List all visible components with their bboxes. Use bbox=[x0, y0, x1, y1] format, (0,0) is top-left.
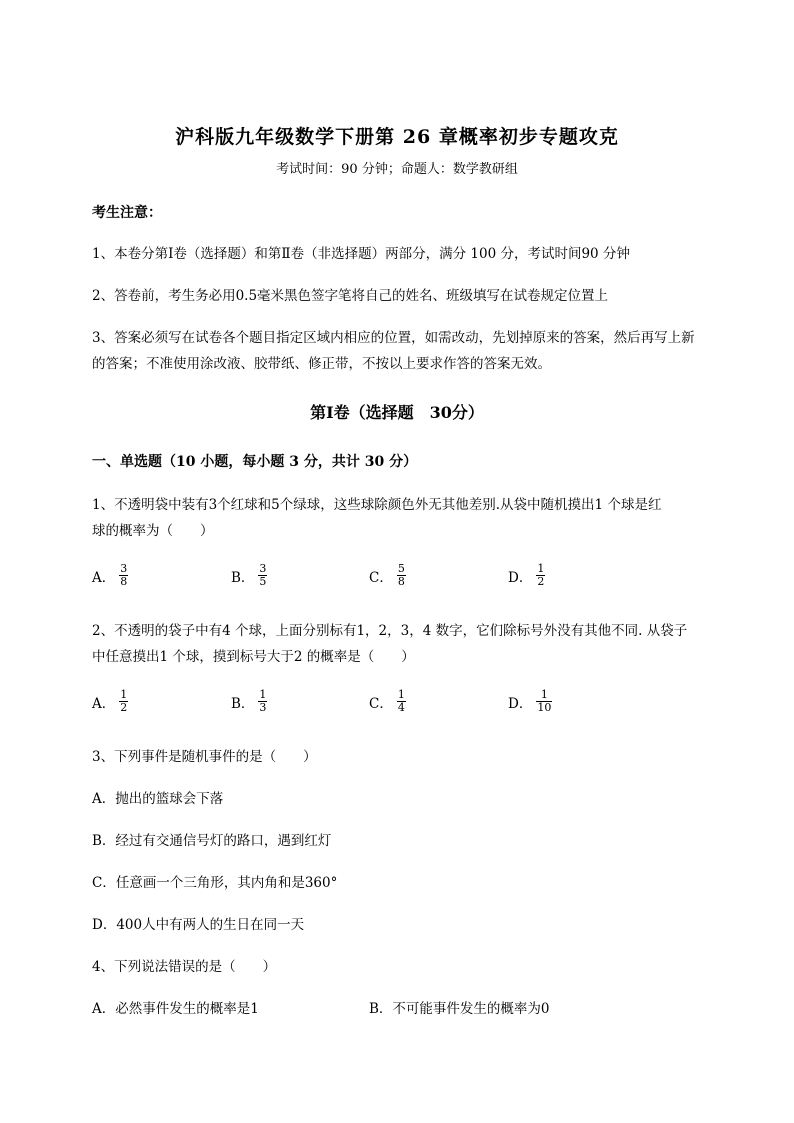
question-3-option-b: B．经过有交通信号灯的路口，遇到红灯 bbox=[92, 833, 332, 849]
note-item-3-cont: 的答案；不准使用涂改液、胶带纸、修正带，不按以上要求作答的答案无效。 bbox=[92, 356, 551, 372]
question-1-line-2: 球的概率为（ ） bbox=[92, 523, 214, 539]
option-label: A． bbox=[92, 695, 116, 712]
denominator: 2 bbox=[120, 701, 128, 714]
denominator: 8 bbox=[120, 575, 128, 588]
part-heading: 一、单选题（10 小题，每小题 3 分，共计 30 分） bbox=[92, 454, 418, 470]
question-1-option-a bbox=[92, 563, 128, 588]
numerator: 5 bbox=[397, 562, 405, 575]
numerator: 3 bbox=[120, 562, 128, 575]
question-2-option-b bbox=[231, 689, 267, 714]
numerator: 3 bbox=[259, 562, 267, 575]
question-2-line-2: 中任意摸出1 个球，摸到标号大于2 的概率是（ ） bbox=[92, 649, 415, 665]
page-title: 沪科版九年级数学下册第 26 章概率初步专题攻克 bbox=[175, 126, 619, 148]
numerator: 1 bbox=[397, 688, 405, 701]
question-3-option-a: A．抛出的篮球会下落 bbox=[92, 791, 224, 807]
question-1-option-c bbox=[369, 563, 406, 588]
question-3-option-c: C．任意画一个三角形，其内角和是360° bbox=[92, 875, 338, 891]
question-1-line-1: 1、不透明袋中装有3个红球和5个绿球，这些球除颜色外无其他差别.从袋中随机摸出1 个球是红 bbox=[92, 497, 662, 513]
option-label: D． bbox=[508, 569, 533, 586]
denominator: 10 bbox=[537, 701, 552, 714]
denominator: 4 bbox=[397, 701, 405, 714]
numerator: 1 bbox=[540, 688, 548, 701]
question-1-option-d bbox=[508, 563, 545, 588]
fraction bbox=[397, 563, 406, 588]
fraction bbox=[397, 689, 406, 714]
denominator: 8 bbox=[397, 575, 405, 588]
option-label: B． bbox=[231, 569, 255, 586]
fraction bbox=[536, 563, 545, 588]
fraction bbox=[119, 563, 128, 588]
denominator: 2 bbox=[537, 575, 545, 588]
option-label: A． bbox=[92, 569, 116, 586]
numerator: 1 bbox=[537, 562, 545, 575]
question-4-stem: 4、下列说法错误的是（ ） bbox=[92, 959, 277, 975]
option-label: D． bbox=[508, 695, 533, 712]
note-item-1: 1、本卷分第Ⅰ卷（选择题）和第Ⅱ卷（非选择题）两部分，满分 100 分，考试时间90 分钟 bbox=[92, 246, 630, 262]
notes-heading: 考生注意： bbox=[92, 205, 162, 221]
question-4-option-a: A．必然事件发生的概率是1 bbox=[92, 1001, 259, 1017]
option-label: B． bbox=[231, 695, 255, 712]
fraction bbox=[258, 689, 267, 714]
denominator: 3 bbox=[259, 701, 267, 714]
option-label: C． bbox=[369, 569, 393, 586]
question-2-line-1: 2、不透明的袋子中有4 个球，上面分别标有1，2，3，4 数字，它们除标号外没有其他不同. 从袋子 bbox=[92, 623, 688, 639]
note-item-3: 3、答案必须写在试卷各个题目指定区域内相应的位置，如需改动，先划掉原来的答案，然后再写上新 bbox=[92, 330, 695, 346]
numerator: 1 bbox=[120, 688, 128, 701]
section-title: 第Ⅰ卷（选择题 30分） bbox=[310, 403, 484, 422]
denominator: 5 bbox=[259, 575, 267, 588]
note-item-2: 2、答卷前，考生务必用0.5毫米黑色签字笔将自己的姓名、班级填写在试卷规定位置上 bbox=[92, 288, 609, 304]
fraction bbox=[119, 689, 128, 714]
question-4-option-b: B．不可能事件发生的概率为0 bbox=[369, 1001, 550, 1017]
fraction bbox=[258, 563, 267, 588]
question-2-option-c bbox=[369, 689, 406, 714]
question-1-option-b bbox=[231, 563, 267, 588]
exam-info: 考试时间：90 分钟；命题人：数学教研组 bbox=[276, 162, 518, 177]
question-3-option-d: D．400人中有两人的生日在同一天 bbox=[92, 917, 305, 933]
question-3-stem: 3、下列事件是随机事件的是（ ） bbox=[92, 749, 317, 765]
fraction bbox=[536, 689, 552, 714]
numerator: 1 bbox=[259, 688, 267, 701]
option-label: C． bbox=[369, 695, 393, 712]
question-2-option-a bbox=[92, 689, 128, 714]
question-2-option-d bbox=[508, 689, 552, 714]
